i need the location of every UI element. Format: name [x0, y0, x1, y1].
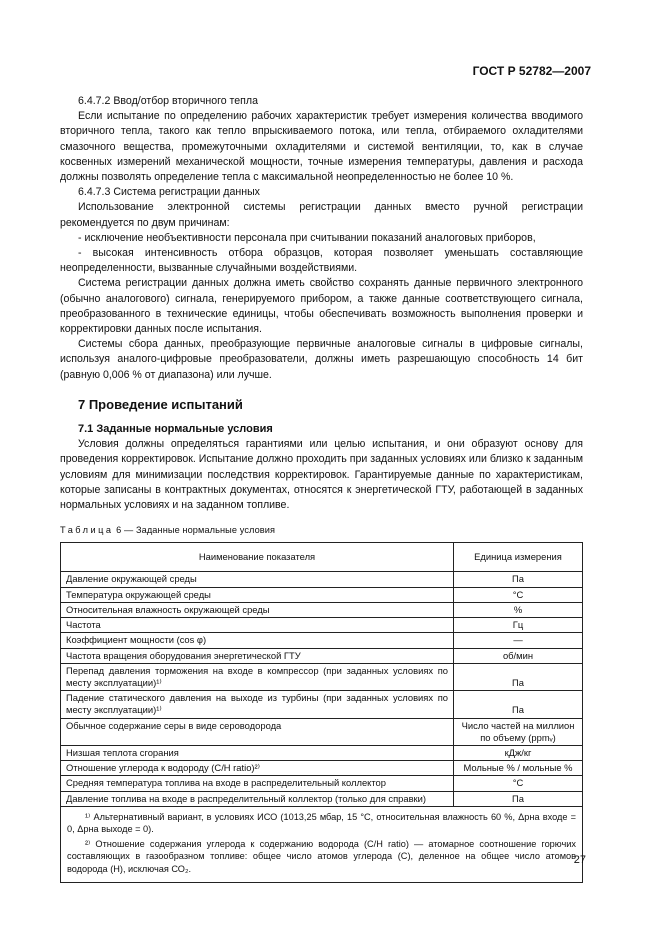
paragraph: Системы сбора данных, преобразующие первичные аналоговые сигналы в цифровые сигналы, используя аналого-цифровые преобразователи, должны иметь разрешающую способность 14 бит (равную 0,006 % от диапазона) или лучше. — [60, 338, 583, 381]
column-header-unit: Единица измерения — [454, 543, 583, 572]
list-item: - исключение необъективности персонала при считывании показаний аналоговых приборов, — [78, 231, 536, 244]
paragraph: Система регистрации данных должна иметь свойство сохранять данные первичного электронного (обычно аналогового) сигнала, генерируемого прибором, а также данные соответствующего сигнала, преобразованного в технические единицы, чтобы обеспечивать возможность выполнения проверки и корректировки данных после испытания. — [60, 277, 583, 336]
table-row: Давление топлива на входе в распределительный коллектор (только для справки) Па — [61, 791, 583, 806]
table-row: Частота вращения оборудования энергетической ГТУ об/мин — [61, 648, 583, 663]
table-row: Обычное содержание серы в виде сероводорода Число частей на миллион по объему (ppmᵥ) — [61, 718, 583, 745]
footnote-2: ²⁾ Отношение содержания углерода к содержанию водорода (С/Н ratio) — атомарное соотношение горючих составляющих в газообразном топливе: общее число атомов углерода (С), деленное на общее число атомов водорода (Н), исключая СО₂. — [67, 839, 576, 874]
table-row: Перепад давления торможения на входе в компрессор (при заданных условиях по месту эксплуатации)¹⁾ Па — [61, 663, 583, 690]
table-row: Температура окружающей среды °С — [61, 587, 583, 602]
paragraph: Использование электронной системы регистрации данных вместо ручной регистрации рекомендуется по двум причинам: — [60, 201, 583, 229]
heading-6-4-7-2: 6.4.7.2 Ввод/отбор вторичного тепла — [78, 95, 258, 107]
column-header-name: Наименование показателя — [61, 543, 454, 572]
section-7-title: 7 Проведение испытаний — [78, 396, 243, 412]
page-number: 27 — [573, 854, 586, 866]
page-content — [60, 94, 583, 883]
table-row: Отношение углерода к водороду (С/Н ratio)²⁾ Мольные % / мольные % — [61, 761, 583, 776]
paragraph: Условия должны определяться гарантиями или целью испытания, и они образуют основу для проведения корректировок. Испытание должно проходить при заданных условиях или близко к заданным условиям для минимизации последствия корректировок. Гарантируемые данные по характеристикам, которые записаны в контрактных документах, относятся к энергетической ГТУ, работающей в заданных нормальных условиях и на заданном топливе. — [60, 438, 583, 512]
table-row: Коэффициент мощности (cos φ) — — [61, 633, 583, 648]
footnote-1: ¹⁾ Альтернативный вариант, в условиях ИСО (1013,25 мбар, 15 °С, относительная влажность 60 %, Δpна входе = 0, Δpна выходе = 0). — [67, 811, 576, 834]
table-caption: Таблица 6 — Заданные нормальные условия — [60, 525, 276, 536]
paragraph: Если испытание по определению рабочих характеристик требует измерения количества вводимого вторичного тепла, такого как тепло впрыскиваемого потока, или тепла, отбираемого охладителями смазочного вещества, промежуточными охладителями и системой вентиляции, то, как в случае косвенных измерений механической мощности, точные измерения температуры, давления и расхода должны позволять определение тепла с максимальной неопределенностью не более 10 %. — [60, 110, 583, 184]
table-row: Относительная влажность окружающей среды % — [61, 602, 583, 617]
conditions-table — [60, 542, 583, 882]
table-row: Средняя температура топлива на входе в распределительный коллектор °С — [61, 776, 583, 791]
table-row: Давление окружающей среды Па — [61, 572, 583, 587]
table-row: Низшая теплота сгорания кДж/кг — [61, 745, 583, 760]
table-notes — [61, 806, 583, 882]
document-code: ГОСТ Р 52782—2007 — [472, 64, 591, 78]
heading-6-4-7-3: 6.4.7.3 Система регистрации данных — [78, 186, 260, 199]
table-row: Падение статического давления на выходе из турбины (при заданных условиях по месту эксплуатации)¹⁾ Па — [61, 691, 583, 718]
section-7-1-title: 7.1 Заданные нормальные условия — [78, 423, 273, 436]
list-item: - высокая интенсивность отбора образцов, которая позволяет уменьшать составляющие неопределенности, вызванные случайными воздействиями. — [60, 247, 583, 275]
table-row: Частота Гц — [61, 618, 583, 633]
